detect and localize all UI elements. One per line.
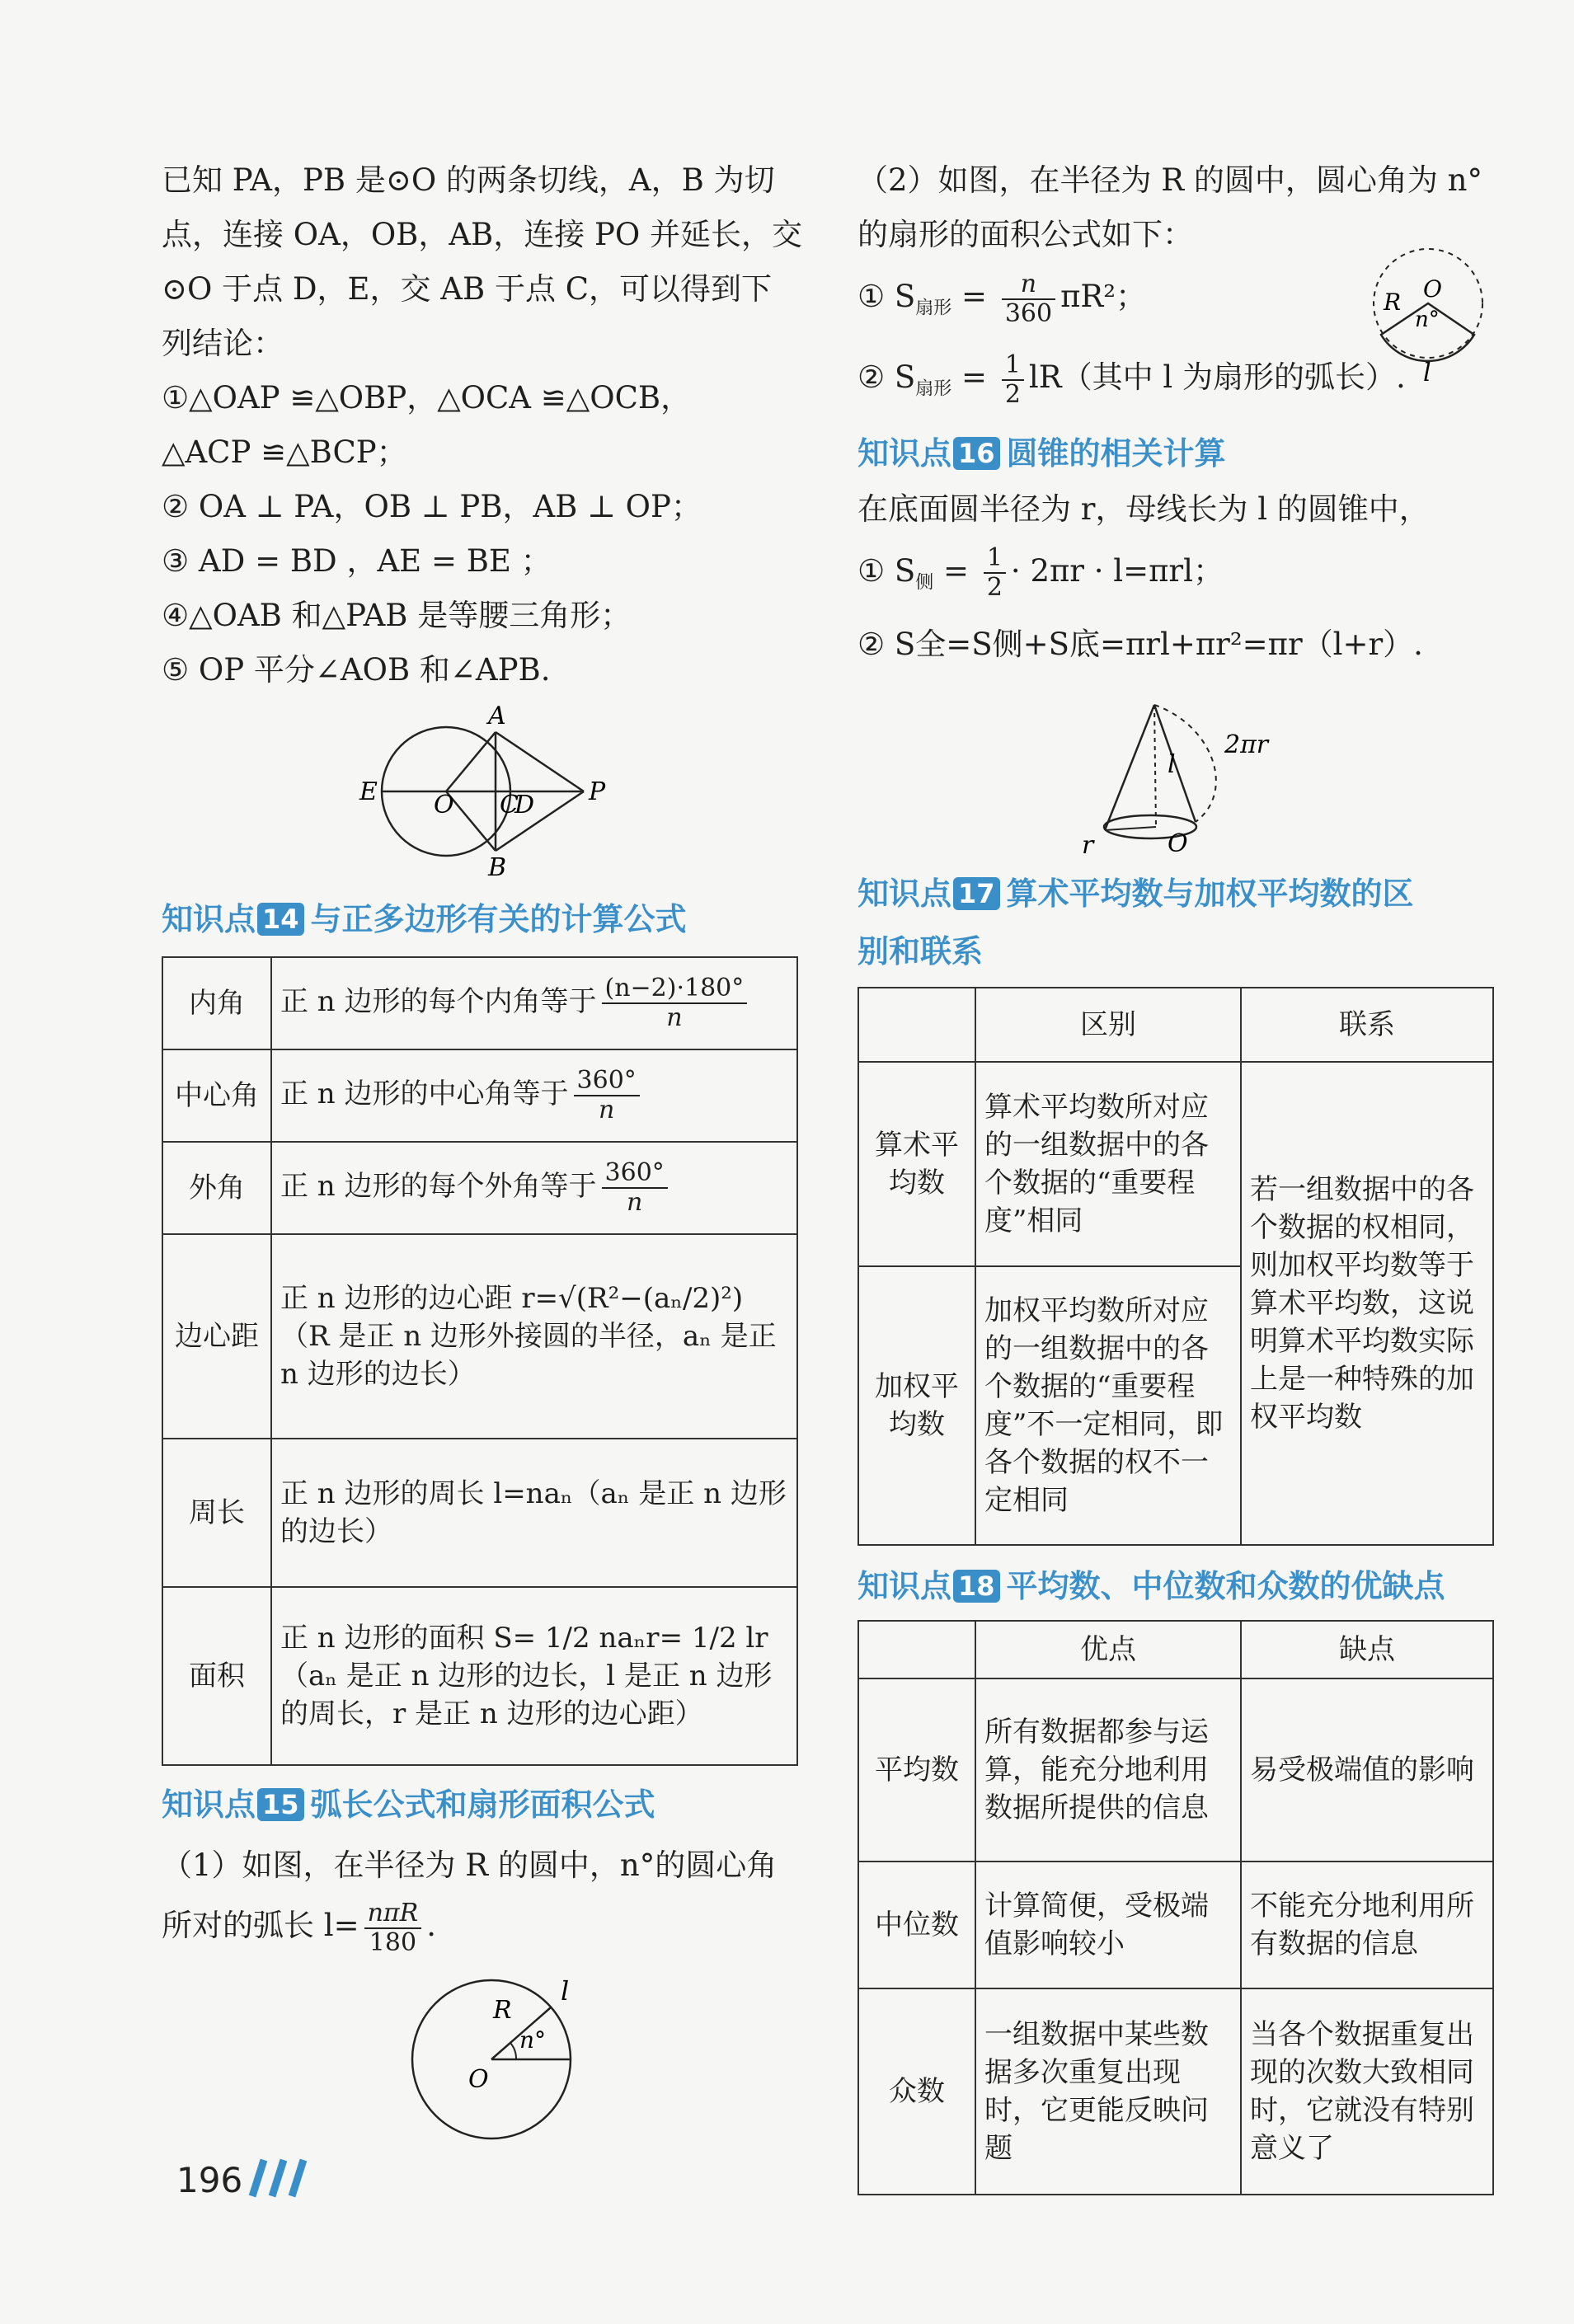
label-r: r <box>1082 831 1094 857</box>
k15-line2-suffix: . <box>426 1908 437 1943</box>
arc-length-figure <box>162 1962 813 2152</box>
label-n: n° <box>1415 308 1440 332</box>
row-value <box>271 957 797 1049</box>
frac-den: 360 <box>1004 298 1053 328</box>
frac-num: nπR <box>364 1899 422 1929</box>
f2-prefix: ② S <box>857 359 916 396</box>
label-O: O <box>434 791 454 819</box>
label-C: C <box>500 791 519 819</box>
k16-title: 圆锥的相关计算 <box>1006 434 1226 472</box>
p2-line1: （2）如图，在半径为 R 的圆中，圆心角为 n° <box>857 162 1483 198</box>
k16-heading <box>857 425 1501 482</box>
k14-title: 与正多边形有关的计算公式 <box>310 901 687 937</box>
intro-line: ⊙O 于点 D，E，交 AB 于点 C，可以得到下 <box>162 271 773 307</box>
table-row <box>858 1862 1493 1988</box>
label-P: P <box>589 777 606 806</box>
row-text: 正 n 边形的每个内角等于 <box>280 985 597 1018</box>
frac-num: 1 <box>1002 351 1024 381</box>
fraction <box>602 974 748 1032</box>
right-column <box>857 153 1501 2195</box>
row-value: 正 n 边形的面积 S= 1/2 naₙr= 1/2 lr（aₙ 是正 n 边形的边长，l 是正 n 边形的周长，r 是正 n 边形的边心距） <box>271 1587 797 1765</box>
conclusion-line: △ACP ≌△BCP； <box>162 434 407 470</box>
row-key: 加权平均数 <box>858 1266 975 1545</box>
k17-heading <box>857 865 1501 923</box>
cone-f1-suffix: · 2πr · l=πrl； <box>1010 552 1224 589</box>
row-con: 易受极端值的影响 <box>1241 1678 1493 1862</box>
table-row <box>162 1049 797 1142</box>
row-value <box>271 1142 797 1234</box>
table-row <box>162 1142 797 1234</box>
cone-f1-sub: 侧 <box>915 572 934 594</box>
row-diff: 加权平均数所对应的一组数据中的各个数据的“重要程度”不一定相同，即各个数据的权不一定相同 <box>975 1266 1241 1545</box>
fraction <box>364 1899 422 1957</box>
row-pro: 一组数据中某些数据多次重复出现时，它更能反映问题 <box>975 1988 1241 2195</box>
cone-formula-1: ① $S_侧$ = $\frac{1}{2}$ · 2πr · l=πrl； <box>857 543 1224 603</box>
sector-figure <box>1369 244 1509 384</box>
header-link: 联系 <box>1241 988 1493 1062</box>
row-key: 算术平均数 <box>858 1062 975 1266</box>
conclusion-line: ①△OAP ≌△OBP，△OCA ≌△OCB， <box>162 380 692 416</box>
k16-prefix: 知识点 <box>857 434 952 472</box>
label-E: E <box>359 777 378 806</box>
statistics-table <box>857 1620 1494 2195</box>
table-row <box>162 1587 797 1765</box>
k18-badge: 18 <box>953 1570 1000 1603</box>
frac-den: n <box>598 1096 615 1124</box>
intro-line: 已知 PA，PB 是⊙O 的两条切线，A，B 为切 <box>162 162 775 198</box>
p2-line2: 的扇形的面积公式如下： <box>857 217 1193 252</box>
k15-line1: （1）如图，在半径为 R 的圆中，n°的圆心角 <box>162 1847 778 1883</box>
conclusion-line: ④△OAB 和△PAB 是等腰三角形； <box>162 598 632 633</box>
fraction <box>1002 270 1055 328</box>
conclusion-line: ⑤ OP 平分∠AOB 和∠APB. <box>162 652 551 688</box>
row-pro: 计算简便，受极端值影响较小 <box>975 1862 1241 1988</box>
table-row <box>858 1062 1493 1266</box>
left-column <box>162 153 813 2152</box>
tangent-figure <box>162 706 813 879</box>
cone-figure <box>857 675 1501 857</box>
row-key: 内角 <box>162 957 271 1049</box>
k16-line1: 在底面圆半径为 r，母线长为 l 的圆锥中， <box>857 491 1430 527</box>
frac-num: 360° <box>602 1159 668 1189</box>
frac-den: 180 <box>369 1927 417 1957</box>
label-B: B <box>488 853 507 879</box>
mean-comparison-table <box>857 987 1494 1546</box>
row-value: 正 n 边形的边心距 r=√(R²−(aₙ/2)²)（R 是正 n 边形外接圆的半径，aₙ 是正 n 边形的边长） <box>271 1234 797 1439</box>
k15-prefix: 知识点 <box>162 1786 256 1823</box>
intro-line: 点，连接 OA，OB，AB，连接 PO 并延长，交 <box>162 217 802 252</box>
k15-badge: 15 <box>257 1788 304 1821</box>
f1-suffix: πR²； <box>1060 279 1147 314</box>
table-row <box>858 1678 1493 1862</box>
cone-f1-prefix: ① S <box>857 552 916 589</box>
label-O: O <box>1168 829 1188 857</box>
label-O: O <box>468 2065 489 2094</box>
row-key: 平均数 <box>858 1678 975 1862</box>
row-text: 正 n 边形的中心角等于 <box>280 1077 569 1110</box>
frac-num: 360° <box>574 1067 640 1096</box>
fraction <box>1002 351 1024 409</box>
row-link: 若一组数据中的各个数据的权相同，则加权平均数等于算术平均数，这说明算术平均数实际上是一种特殊的加权平均数 <box>1241 1062 1493 1545</box>
page-number: 196 <box>176 2160 243 2200</box>
k17-title-line1: 算术平均数与加权平均数的区 <box>1006 876 1414 913</box>
label-n: n° <box>519 2026 547 2054</box>
row-con: 不能充分地利用所有数据的信息 <box>1241 1862 1493 1988</box>
row-key: 众数 <box>858 1988 975 2195</box>
frac-den: 2 <box>1004 379 1021 409</box>
header-empty <box>858 1621 975 1678</box>
row-value <box>271 1049 797 1142</box>
label-D: D <box>514 791 535 819</box>
row-con: 当各个数据重复出现的次数大致相同时，它就没有特别意义了 <box>1241 1988 1493 2195</box>
table-row <box>858 1988 1493 2195</box>
cone-formula-2: ② S全=S侧+S底=πrl+πr²=πr（l+r）. <box>857 627 1423 663</box>
conclusion-line: ② OA ⊥ PA，OB ⊥ PB，AB ⊥ OP； <box>162 489 702 524</box>
table-row <box>162 1234 797 1439</box>
polygon-formula-table <box>162 956 798 1766</box>
k18-heading <box>857 1557 1501 1615</box>
k14-badge: 14 <box>257 903 304 936</box>
label-l: l <box>561 1975 570 2007</box>
f1-prefix: ① S <box>857 279 916 314</box>
sector-formula-1: ① $S_{扇形}$ = $\frac{n}{360}$ πR²； <box>857 269 1147 328</box>
label-l: l <box>1423 359 1431 384</box>
k15-heading <box>162 1776 813 1833</box>
k14-prefix: 知识点 <box>162 901 256 937</box>
k18-prefix: 知识点 <box>857 1568 952 1605</box>
row-key: 中位数 <box>858 1862 975 1988</box>
k17-heading-line2: 别和联系 <box>857 933 984 970</box>
header-empty <box>858 988 975 1062</box>
row-key: 外角 <box>162 1142 271 1234</box>
frac-den: n <box>666 1003 683 1032</box>
row-key: 边心距 <box>162 1234 271 1439</box>
row-text: 正 n 边形的每个外角等于 <box>280 1170 597 1203</box>
label-R: R <box>493 1996 512 2025</box>
frac-num: (n−2)·180° <box>602 974 748 1004</box>
label-arc: 2πr <box>1224 730 1269 760</box>
header-con: 缺点 <box>1241 1621 1493 1678</box>
frac-den: 2 <box>986 573 1003 603</box>
fraction <box>984 544 1006 602</box>
f2-sub: 扇形 <box>915 378 952 400</box>
frac-num: n <box>1002 270 1055 300</box>
fraction <box>602 1159 668 1217</box>
sector-formula-2: ② $S_{扇形}$ = $\frac{1}{2}$ lR（其中 l 为扇形的弧长）. <box>857 350 1406 409</box>
fraction <box>574 1067 640 1124</box>
k18-title: 平均数、中位数和众数的优缺点 <box>1006 1568 1445 1605</box>
f2-suffix: lR（其中 l 为扇形的弧长）. <box>1028 359 1406 396</box>
frac-den: n <box>626 1188 643 1217</box>
k17-badge: 17 <box>953 877 1000 910</box>
table-row <box>162 1439 797 1587</box>
label-R: R <box>1384 289 1402 316</box>
frac-num: 1 <box>984 544 1006 574</box>
k15-line2-prefix: 所对的弧长 l= <box>162 1908 359 1943</box>
table-header-row <box>858 1621 1493 1678</box>
k15-line2 <box>162 1893 813 1959</box>
row-key: 周长 <box>162 1439 271 1587</box>
row-pro: 所有数据都参与运算，能充分地利用数据所提供的信息 <box>975 1678 1241 1862</box>
row-key: 中心角 <box>162 1049 271 1142</box>
label-l: l <box>1168 750 1176 780</box>
row-diff: 算术平均数所对应的一组数据中的各个数据的“重要程度”相同 <box>975 1062 1241 1266</box>
page-decoration-slashes <box>246 2153 320 2203</box>
k17-prefix: 知识点 <box>857 876 952 913</box>
intro-line: 列结论： <box>162 326 284 361</box>
k16-badge: 16 <box>953 437 1000 470</box>
label-O: O <box>1423 275 1442 303</box>
row-value: 正 n 边形的周长 l=naₙ（aₙ 是正 n 边形的边长） <box>271 1439 797 1587</box>
header-diff: 区别 <box>975 988 1241 1062</box>
row-key: 面积 <box>162 1587 271 1765</box>
k14-heading <box>162 890 813 948</box>
label-A: A <box>488 706 506 730</box>
conclusion-line: ③ AD = BD ，AE = BE ； <box>162 543 552 579</box>
k15-title: 弧长公式和扇形面积公式 <box>310 1786 655 1823</box>
table-row <box>162 957 797 1049</box>
table-header-row <box>858 988 1493 1062</box>
f1-sub: 扇形 <box>915 298 952 319</box>
header-pro: 优点 <box>975 1621 1241 1678</box>
